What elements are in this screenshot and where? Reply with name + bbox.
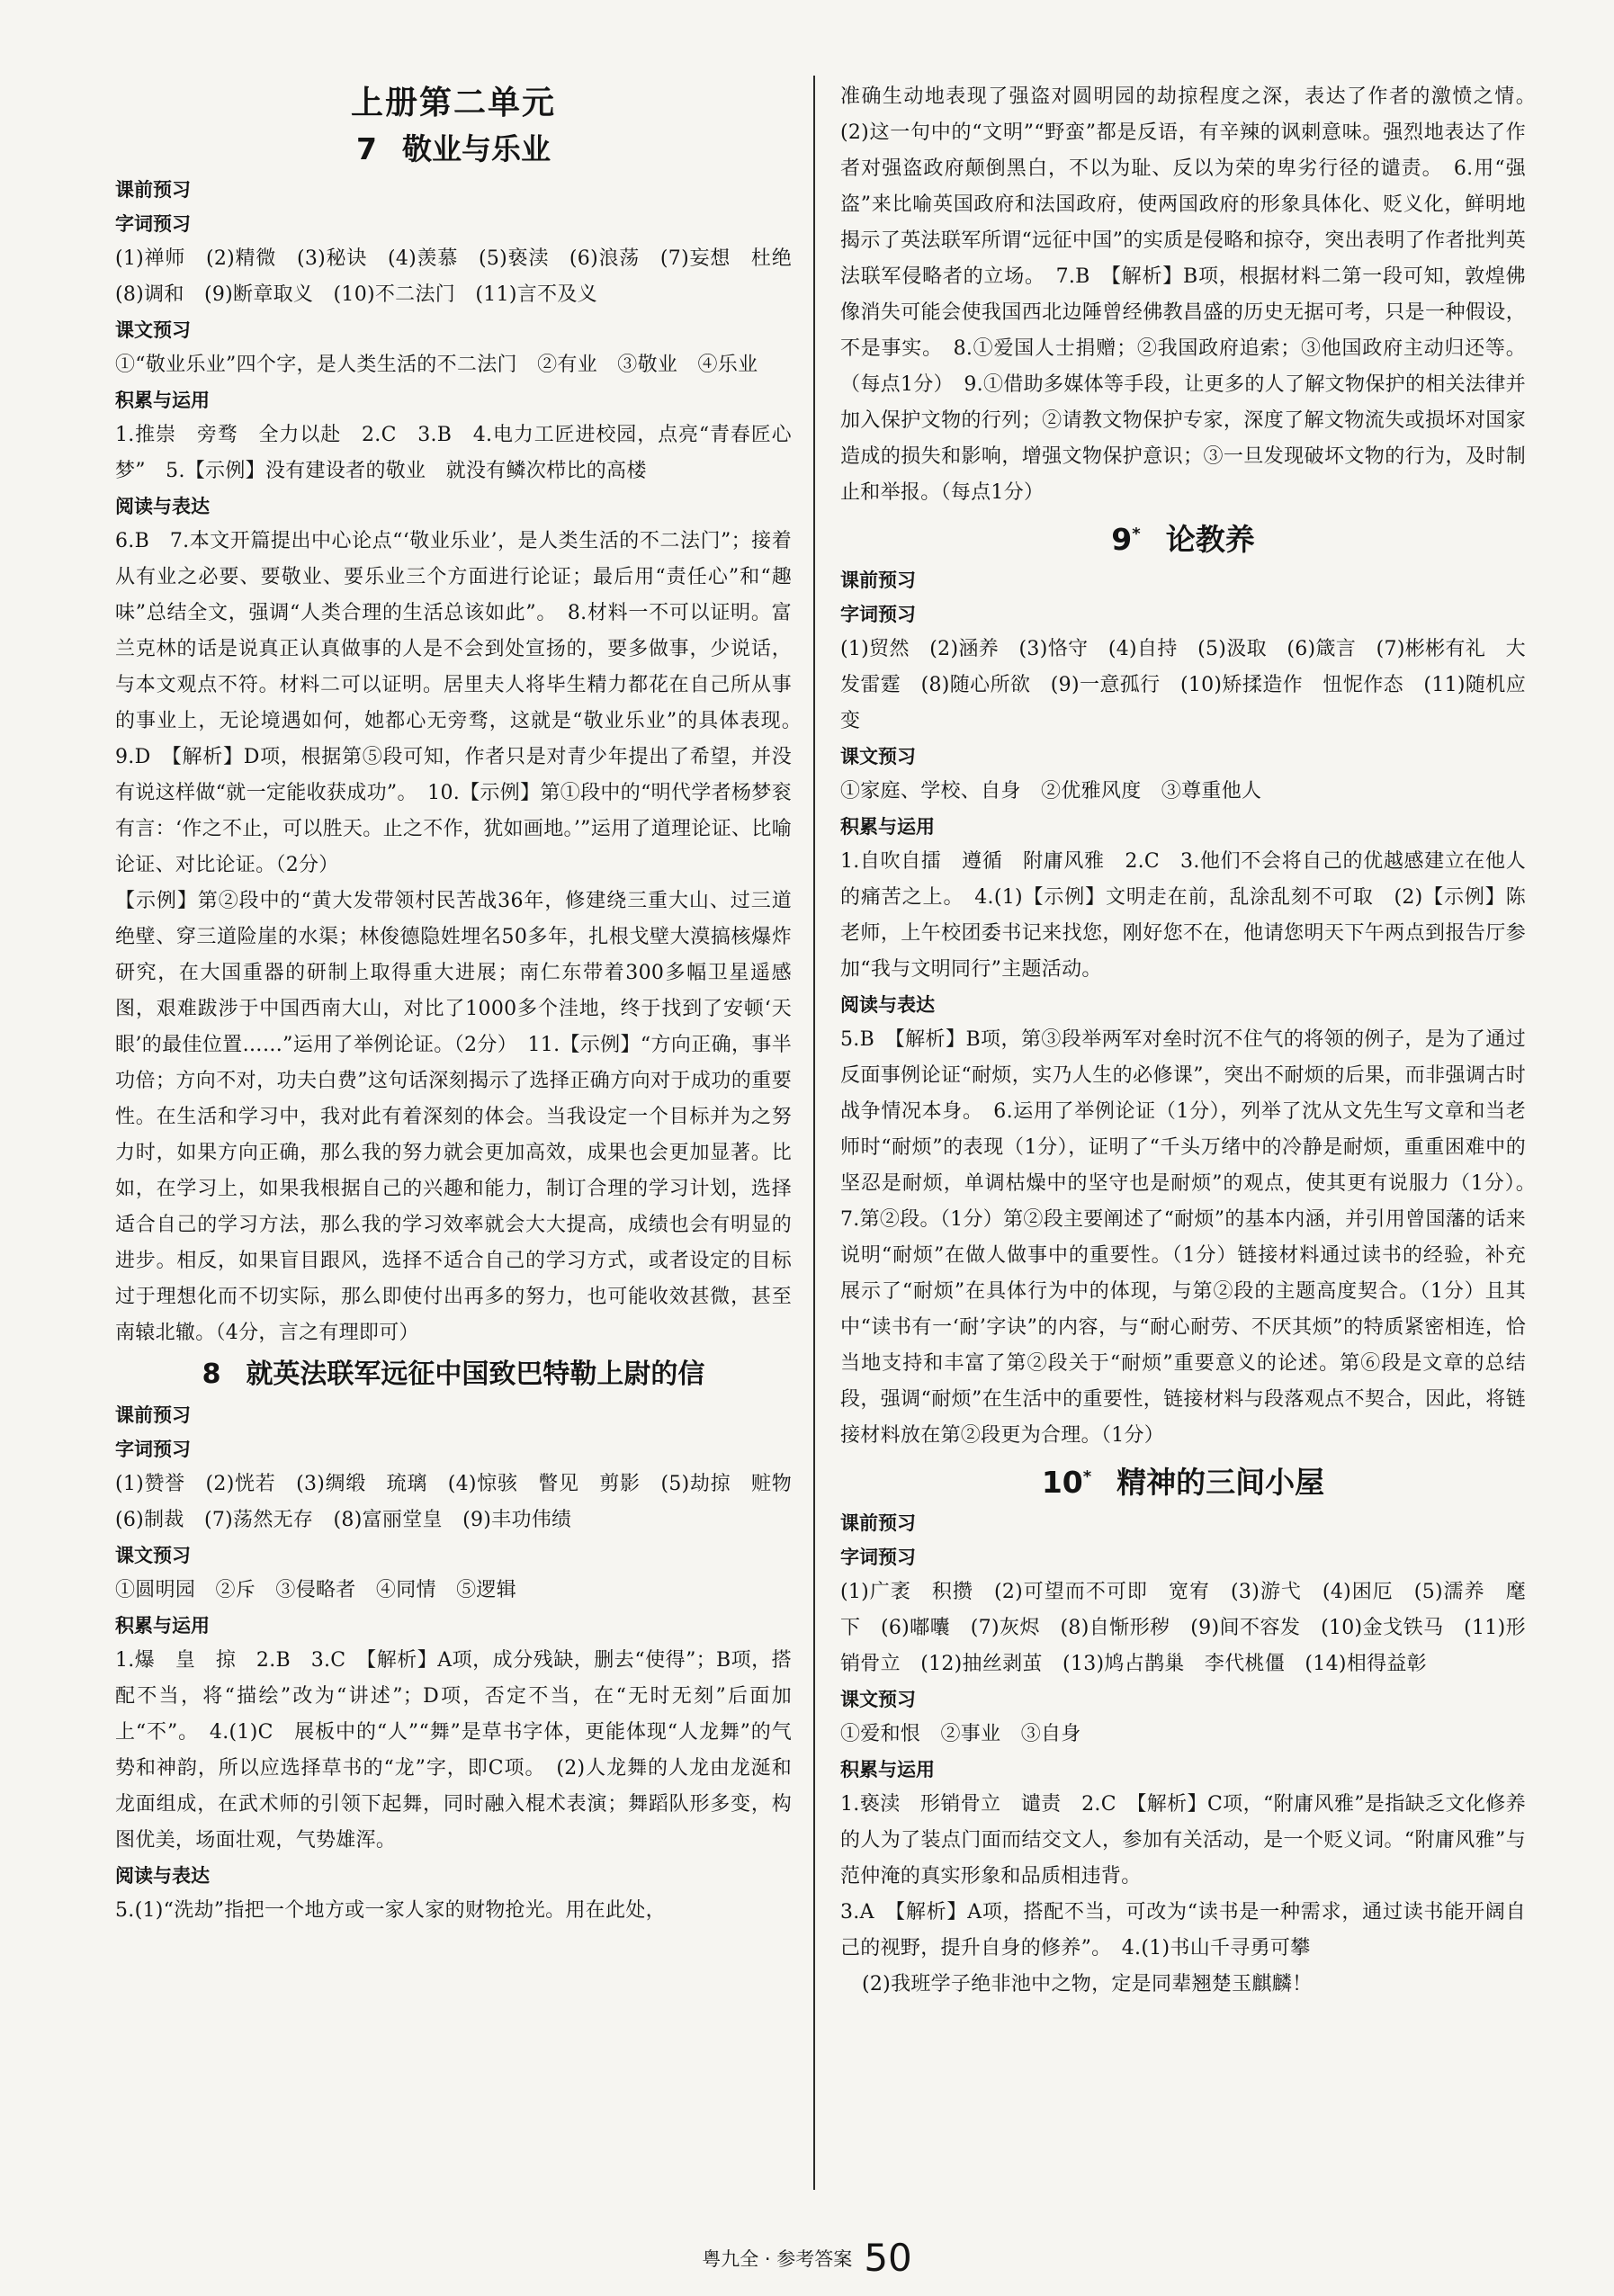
unit-title: 上册第二单元 bbox=[350, 85, 556, 121]
lesson-8-text-answers: ①圆明园 ②斥 ③侵略者 ④同情 ⑤逻辑 bbox=[115, 1579, 517, 1601]
lesson-10-section-practice: 积累与运用 bbox=[840, 1759, 935, 1780]
lesson-10-title bbox=[840, 1454, 1526, 1506]
lesson-10-section-text: 课文预习 bbox=[840, 1689, 916, 1710]
lesson-9-section-reading: 阅读与表达 bbox=[840, 994, 935, 1016]
lesson-7-reading-answers: 6.B 7.本文开篇提出中心论点“‘敬业乐业’，是人类生活的不二法门”；接着从有业之必要、要敬业、要乐业三个方面进行论证；最后用“责任心”和“趣味”总结全文，强调“人类合理的生活总该如此”。 8.材料一不可以证明。富兰克林的话是说真正认真做事的人是不会到处宣扬的，要多做事，少说话，与本文观点不符。材料二可以证明。居里夫人将毕生精力都花在自己所从事的事业上，无论境遇如何，她都心无旁骛，这就是“敬业乐业”的具体表现。 9.D 【解析】D项，根据第⑤段可知，作者只是对青少年提出了希望，并没有说这样做“就一定能收获成功”。 10.【示例】第①段中的“明代学者杨梦衮有言：‘作之不止，可以胜天。止之不作，犹如画地。’”运用了道理论证、比喻论证、对比论证。（2分） bbox=[115, 530, 812, 876]
lesson-8-section-text: 课文预习 bbox=[115, 1545, 191, 1566]
lesson-7-words-answers: (1)禅师 (2)精微 (3)秘诀 (4)羡慕 (5)亵渎 (6)浪荡 (7)妄想 杜绝 (8)调和 (9)断章取义 (10)不二法门 (11)言不及义 bbox=[115, 247, 812, 306]
lesson-8-section-reading: 阅读与表达 bbox=[115, 1865, 210, 1887]
lesson-9-text-answers: ①家庭、学校、自身 ②优雅风度 ③尊重他人 bbox=[840, 780, 1262, 803]
lesson-9-section-text: 课文预习 bbox=[840, 746, 916, 767]
lesson-8-reading-answers-continued: 准确生动地表现了强盗对圆明园的劫掠程度之深，表达了作者的激愤之情。 (2)这一句中的“文明”“野蛮”都是反语，有辛辣的讽刺意味。强烈地表达了作者对强盗政府颠倒黑白，不以为耻、反以为荣的卑劣行径的谴责。 6.用“强盗”来比喻英国政府和法国政府，使两国政府的形象具体化、贬义化，鲜明地揭示了英法联军所谓“远征中国”的实质是侵略和掠夺，突出表明了作者批判英法联军侵略者的立场。 7.B 【解析】B项，根据材料二第一段可知，敦煌佛像消失可能会使我国西北边陲曾经佛教昌盛的历史无据可考，只是一种假设，不是事实。 8.①爱国人士捐赠；②我国政府追索；③他国政府主动归还等。（每点1分） 9.①借助多媒体等手段，让更多的人了解文物保护的相关法律并加入保护文物的行列；②请教文物保护专家，深度了解文物流失或损坏对国家造成的损失和影响，增强文物保护意识；③一旦发现破坏文物的行为，及时制止和举报。（每点1分） bbox=[840, 85, 1547, 504]
lesson-10-practice-answers-2: 3.A 【解析】A项，搭配不当，可改为“读书是一种需求，通过读书能开阔自己的视野，提升自身的修养”。 4.(1)书山千寻勇可攀 bbox=[840, 1901, 1526, 1960]
lesson-7-text-answers: ①“敬业乐业”四个字，是人类生活的不二法门 ②有业 ③敬业 ④乐业 bbox=[115, 354, 758, 376]
lesson-9-star: * bbox=[1132, 525, 1141, 543]
lesson-10-name: 精神的三间小屋 bbox=[1116, 1465, 1325, 1500]
lesson-9-section-preview: 课前预习 bbox=[840, 570, 916, 591]
lesson-8-words-answers: (1)赞誉 (2)恍若 (3)绸缎 琉璃 (4)惊骇 瞥见 剪影 (5)劫掠 赃物 (6)制裁 (7)荡然无存 (8)富丽堂皇 (9)丰功伟绩 bbox=[115, 1473, 812, 1531]
page-footer bbox=[0, 2236, 1614, 2280]
lesson-7-section-text: 课文预习 bbox=[115, 319, 191, 341]
lesson-10-number: 10* bbox=[1041, 1465, 1092, 1500]
lesson-7-practice-answers: 1.推崇 旁骛 全力以赴 2.C 3.B 4.电力工匠进校园，点亮“青春匠心梦” 5.【示例】没有建设者的敬业 就没有鳞次栉比的高楼 bbox=[115, 424, 792, 482]
lesson-10-star: * bbox=[1082, 1467, 1092, 1486]
lesson-10-section-preview: 课前预习 bbox=[840, 1512, 916, 1534]
lesson-8-practice-answers: 1.爆 皇 掠 2.B 3.C 【解析】A项，成分残缺，删去“使得”；B项，搭配不当，将“描绘”改为“讲述”；D项，否定不当，在“无时无刻”后面加上“不”。 4.(1)C 展板中的“人”“舞”是草书字体，更能体现“人龙舞”的气势和神韵，所以应选择草书的“龙”字，即C项。 (2)人龙舞的人龙由龙涎和龙面组成，在武术师的引领下起舞，同时融入棍术表演；舞蹈队形多变，构图优美，场面壮观，气势雄浑。 bbox=[115, 1649, 792, 1852]
lesson-8-section-practice: 积累与运用 bbox=[115, 1615, 210, 1637]
footer-label: 粤九全 · 参考答案 bbox=[702, 2247, 853, 2270]
lesson-9-words-answers: (1)贸然 (2)涵养 (3)恪守 (4)自持 (5)汲取 (6)箴言 (7)彬彬有礼 大发雷霆 (8)随心所欲 (9)一意孤行 (10)矫揉造作 忸怩作态 (11)随机应变 bbox=[840, 638, 1526, 732]
right-column bbox=[840, 79, 1547, 2003]
lesson-7-section-reading: 阅读与表达 bbox=[115, 496, 210, 517]
lesson-10-practice-answers: 1.亵渎 形销骨立 谴责 2.C 【解析】C项，“附庸风雅”是指缺乏文化修养的人为了装点门面而结交文人，参加有关活动，是一个贬义词。“附庸风雅”与范仲淹的真实形象和品质相违背。 bbox=[840, 1793, 1526, 1888]
lesson-8-number: 8 bbox=[202, 1359, 221, 1390]
lesson-8-name: 就英法联军远征中国致巴特勒上尉的信 bbox=[246, 1359, 705, 1390]
lesson-8-section-words: 字词预习 bbox=[115, 1439, 191, 1460]
lesson-7-number: 7 bbox=[356, 131, 377, 166]
lesson-7-name: 敬业与乐业 bbox=[401, 131, 551, 166]
lesson-10-practice-answers-3: (2)我班学子绝非池中之物，定是同辈翘楚玉麒麟！ bbox=[862, 1973, 1313, 1996]
lesson-9-title bbox=[840, 511, 1526, 563]
lesson-8-section-preview: 课前预习 bbox=[115, 1404, 191, 1426]
left-column bbox=[115, 76, 812, 1929]
lesson-7-section-words: 字词预习 bbox=[115, 213, 191, 235]
lesson-7-title bbox=[115, 126, 792, 173]
lesson-9-number: 9* bbox=[1111, 522, 1141, 557]
lesson-7-section-preview: 课前预习 bbox=[115, 179, 191, 201]
lesson-8-reading-answers: 5.(1)“洗劫”指把一个地方或一家人家的财物抢光。用在此处， bbox=[115, 1899, 666, 1922]
lesson-9-section-practice: 积累与运用 bbox=[840, 816, 935, 838]
lesson-10-section-words: 字词预习 bbox=[840, 1547, 916, 1568]
lesson-7-section-practice: 积累与运用 bbox=[115, 390, 210, 411]
lesson-10-words-answers: (1)广袤 积攒 (2)可望而不可即 宽宥 (3)游弋 (4)困厄 (5)濡养 麾下 (6)嘟囔 (7)灰烬 (8)自惭形秽 (9)间不容发 (10)金戈铁马 (11)形销骨立 (12)抽丝剥茧 (13)鸠占鹊巢 李代桃僵 (14)相得益彰 bbox=[840, 1581, 1526, 1675]
lesson-9-name: 论教养 bbox=[1165, 522, 1255, 557]
lesson-9-practice-answers: 1.自吹自擂 遵循 附庸风雅 2.C 3.他们不会将自己的优越感建立在他人的痛苦之上。 4.(1)【示例】文明走在前，乱涂乱刻不可取 (2)【示例】陈老师，上午校团委书记来找您，刚好您不在，他请您明天下午两点到报告厅参加“我与文明同行”主题活动。 bbox=[840, 850, 1526, 981]
lesson-9-section-words: 字词预习 bbox=[840, 604, 916, 625]
page-number: 50 bbox=[864, 2236, 912, 2280]
lesson-9-reading-answers: 5.B 【解析】B项，第③段举两军对垒时沉不住气的将领的例子，是为了通过反面事例论证“耐烦，实乃人生的必修课”，突出不耐烦的后果，而非强调古时战争情况本身。 6.运用了举例论证（1分），列举了沈从文先生写文章和当老师时“耐烦”的表现（1分），证明了“千头万绪中的冷静是耐烦，重重困难中的坚忍是耐烦，单调枯燥中的坚守也是耐烦”的观点，使其更有说服力（1分）。 7.第②段。（1分）第②段主要阐述了“耐烦”的基本内涵，并引用曾国藩的话来说明“耐烦”在做人做事中的重要性。（1分）链接材料通过读书的经验，补充展示了“耐烦”在具体行为中的体现，与第②段的主题高度契合。（1分）且其中“读书有一‘耐’字诀”的内容，与“耐心耐劳、不厌其烦”的特质紧密相连，恰当地支持和丰富了第②段关于“耐烦”重要意义的论述。第⑥段是文章的总结段，强调“耐烦”在生活中的重要性，链接材料与段落观点不契合，因此，将链接材料放在第②段更为合理。（1分） bbox=[840, 1028, 1547, 1447]
column-divider bbox=[813, 76, 815, 2190]
lesson-8-title bbox=[115, 1351, 792, 1398]
lesson-10-text-answers: ①爱和恨 ②事业 ③自身 bbox=[840, 1723, 1081, 1745]
lesson-7-reading-answers-2: 【示例】第②段中的“黄大发带领村民苦战36年，修建绕三重大山、过三道绝壁、穿三道险崖的水渠；林俊德隐姓埋名50多年，扎根戈壁大漠搞核爆炸研究，在大国重器的研制上取得重大进展；南仁东带着300多幅卫星遥感图，艰难跋涉于中国西南大山，对比了1000多个洼地，终于找到了安顿‘天眼’的最佳位置……”运用了举例论证。（2分） 11.【示例】“方向正确，事半功倍；方向不对，功夫白费”这句话深刻揭示了选择正确方向对于成功的重要性。在生活和学习中，我对此有着深刻的体会。当我设定一个目标并为之努力时，如果方向正确，那么我的努力就会更加高效，成果也会更加显著。比如，在学习上，如果我根据自己的兴趣和能力，制订合理的学习计划，选择适合自己的学习方法，那么我的学习效率就会大大提高，成绩也会有明显的进步。相反，如果盲目跟风，选择不适合自己的学习方式，或者设定的目标过于理想化而不切实际，那么即使付出再多的努力，也可能收效甚微，甚至南辕北辙。（4分，言之有理即可） bbox=[115, 890, 792, 1344]
